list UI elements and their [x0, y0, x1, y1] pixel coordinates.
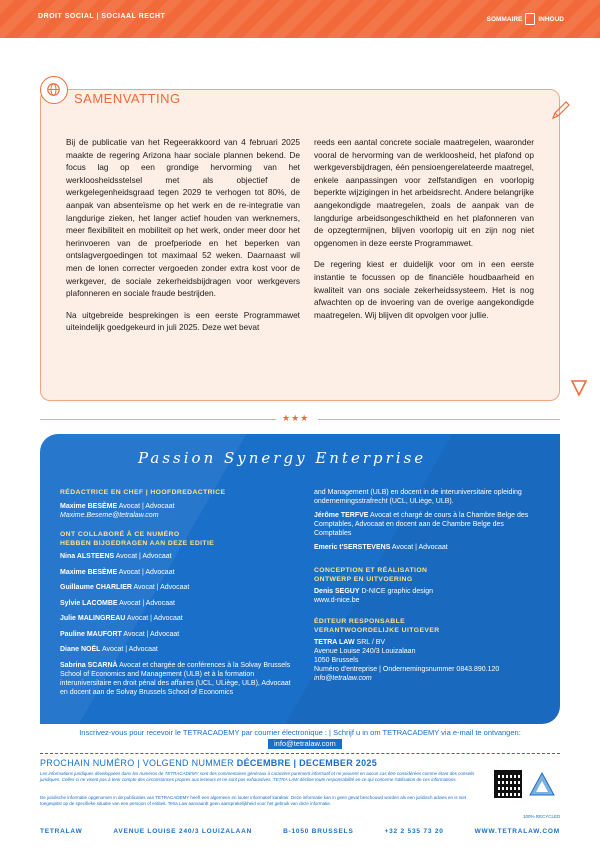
publisher-heading-fr: ÉDITEUR RESPONSABLE — [314, 618, 406, 625]
recycled-label: 100% RECYCLED — [523, 814, 561, 819]
summary-right-column — [314, 136, 534, 330]
nav-label[interactable]: SOMMAIRE — [486, 15, 523, 23]
top-bar — [0, 0, 600, 38]
footer-brand: TETRALAW — [40, 828, 83, 835]
qr-code[interactable] — [494, 770, 522, 798]
nav-label-nl[interactable]: INHOUD — [538, 15, 564, 23]
chief-heading: RÉDACTRICE EN CHEF | HOOFDREDACTRICE — [60, 489, 226, 496]
legal-nl: De juridische informatie opgenomen in de publicaties van TETRACADEMY heeft een algemeen en louter informatief karakter. Deze informatie kan in geen geval beschouwd worden als een juridisch advies en is niet toegespitst op de specifieke situatie van een persoon of entiteit. Tetra Law aanvaardt geen aansprakelijkheid voor het gebruik van deze informatie. — [40, 795, 467, 806]
publisher-email[interactable]: info@tetralaw.com — [314, 675, 372, 682]
summary-paragraph: reeds een aantal concrete sociale maatregelen, waaronder vooral de hervorming van de werkloosheid, het plafond op werkgeversbijdragen, één pensioengerelateerde maatregel, enkele aanpassingen voor zelfstandigen en voorlopig beperkte wijzigingen in het arbeidsrecht. Andere belangrijke aangekondigde maatregelen, zoals de aanpak van de langdurige arbeidsongeschiktheid en het plafonneren van de opzegtermijnen, blijven voorlopig uit en zijn nog niet opgenomen in deze eerste Programmawet. — [314, 137, 534, 248]
contributor: Maxime BESÈME Avocat | Advocaat — [60, 568, 175, 576]
contributor-terfve: Jérôme TERFVE Avocat et chargé de cours à la Chambre Belge des Comptables, Advocaat en docent aan de Chambre Belge des Comptables — [314, 512, 529, 537]
footer — [40, 828, 560, 835]
publisher-heading-nl: VERANTWOORDELIJKE UITGEVER — [314, 627, 440, 634]
contributor: Pauline MAUFORT Avocat | Advocaat — [60, 630, 180, 638]
subscribe-text: Inscrivez-vous pour recevoir le TETRACADEMY par courrier électronique : | Schrijf u in om TETRACADEMY via e-mail te ontvangen: — [79, 728, 521, 737]
subscribe-email[interactable]: info@tetralaw.com — [268, 739, 342, 749]
globe-chat-icon — [40, 76, 68, 104]
divider-right — [318, 419, 560, 420]
design-url[interactable]: www.d-nice.be — [314, 597, 360, 604]
contributor: Julie MALINGREAU Avocat | Advocaat — [60, 615, 183, 622]
design-text: D-NICE graphic design — [361, 588, 434, 595]
next-issue — [40, 758, 377, 768]
divider-left — [40, 419, 276, 420]
summary-paragraph: Na uitgebreide besprekingen is een eerste Programmawet uiteindelijk goedgekeurd in juli 2025. Deze wet bevat — [66, 309, 300, 333]
footer-phone[interactable]: +32 2 535 73 20 — [384, 828, 444, 835]
summary-title: SAMENVATTING — [74, 91, 181, 106]
legal-fr: Les informations juridiques développées dans les numéros de TETRACADEMY sont des commentaires généraux à caractère purement informatif et ne peuvent en aucun cas être considérées comme étant des conseils juridiques. Celles-ci ne visent pas à tenir compte des circonstances propres aux lecteurs et ne sont pas exhaustives. TETRA LAW décline toute responsabilité en ce qui concerne l'utilisation de ces informations. — [40, 771, 475, 782]
design-heading-fr: CONCEPTION ET RÉALISATION — [314, 567, 428, 574]
chief-email[interactable]: Maxime.Beseme@tetralaw.com — [60, 512, 159, 519]
recycle-logo-icon — [527, 769, 557, 809]
summary-left-column — [66, 136, 300, 343]
publisher-name: TETRA LAW — [314, 639, 355, 646]
stars-icon: ★★★ — [282, 413, 310, 423]
credits-right — [314, 488, 540, 683]
summary-nav[interactable] — [487, 13, 564, 25]
contributor: Sylvie LACOMBE Avocat | Advocaat — [60, 599, 175, 607]
motto: Passion Synergy Enterprise — [138, 449, 427, 467]
next-issue-value: DÉCEMBRE | DECEMBER 2025 — [236, 758, 378, 768]
publisher-address2: 1050 Brussels — [314, 657, 359, 664]
publisher-company-no: Numéro d'entreprise | Ondernemingsnummer 0843.890.120 — [314, 666, 500, 673]
section-title: DROIT SOCIAL | SOCIAAL RECHT — [38, 13, 166, 20]
dashed-divider — [40, 753, 560, 754]
scarna-continued: and Management (ULB) en docent in de interuniversitaire opleiding ondernemingsstrafrecht (UCL, ULiège, ULB). — [314, 489, 522, 505]
contributor-scarna: Sabrina SCARNÀ Avocat et chargée de conférences à la Solvay Brussels School of Economics and Management (ULB) et à la formation interuniversitaire en droit pénal des affaires (UCL, ULiège, ULB), Advocaat en docent aan de Solvay Brussels School of Economics — [60, 661, 291, 696]
contributor: Nina ALSTEENS Avocat | Advocaat — [60, 553, 172, 560]
tetra-logo-icon — [570, 378, 588, 398]
contributor: Diane NOËL Avocat | Advocaat — [60, 646, 158, 653]
chief-name: Maxime BESÈME — [60, 503, 118, 510]
footer-web[interactable]: WWW.TETRALAW.COM — [474, 828, 560, 835]
design-name: Denis SEGUY — [314, 588, 360, 595]
pencil-icon — [550, 99, 572, 121]
contributor: Guillaume CHARLIER Avocat | Advocaat — [60, 584, 190, 591]
contrib-heading-nl: HEBBEN BIJGEDRAGEN AAN DEZE EDITIE — [60, 540, 215, 547]
summary-paragraph: De regering kiest er duidelijk voor om in een eerste instantie te focussen op de financiële houdbaarheid en kwaliteit van ons sociale zekerheidssysteem. Het is nog afwachten op de invoering van de overige aangekondigde maatregelen. Wij blijven dit opvolgen voor jullie. — [314, 259, 534, 320]
credits-left — [60, 488, 296, 697]
publisher-type: SRL / BV — [356, 639, 386, 646]
footer-city: B-1050 BRUSSELS — [283, 828, 354, 835]
publisher-address1: Avenue Louise 240/3 Louizalaan — [314, 648, 416, 655]
contrib-heading-fr: ONT COLLABORÉ À CE NUMÉRO — [60, 531, 180, 538]
clipboard-icon[interactable] — [525, 13, 535, 25]
design-heading-nl: ONTWERP EN UITVOERING — [314, 576, 413, 583]
chief-role: Avocat | Advocaat — [118, 503, 175, 510]
contributor-emeric: Emeric t'SERSTEVENS Avocat | Advocaat — [314, 544, 448, 551]
next-issue-label: PROCHAIN NUMÉRO | VOLGEND NUMMER — [40, 758, 234, 768]
footer-address: AVENUE LOUISE 240/3 LOUIZALAAN — [113, 828, 253, 835]
summary-paragraph: Bij de publicatie van het Regeerakkoord van 4 februari 2025 maakte de regering Arizona haar sociale plannen bekend. De focus lag op een grondige hervorming van het werkloosheidsstelsel met als objectief de werkgelegenheidsgraad tegen 2029 te verhogen tot 80%, de aanpak van absenteïsme op het werk en de re-integratie van langdurige zieken, het langer actief houden van werknemers, meer flexibiliteit en mobiliteit op het werk, onder meer door het herinvoeren van de proefperiode en het beperken van ontslagvergoedingen tot maximaal 52 weken. Daarnaast wil men de lonen correcter vergoeden zonder extra kost voor de werkgever, de sociale zekerheidsbijdragen voor werkgevers plafonneren en sociale fraude bestrijden. — [66, 137, 300, 299]
